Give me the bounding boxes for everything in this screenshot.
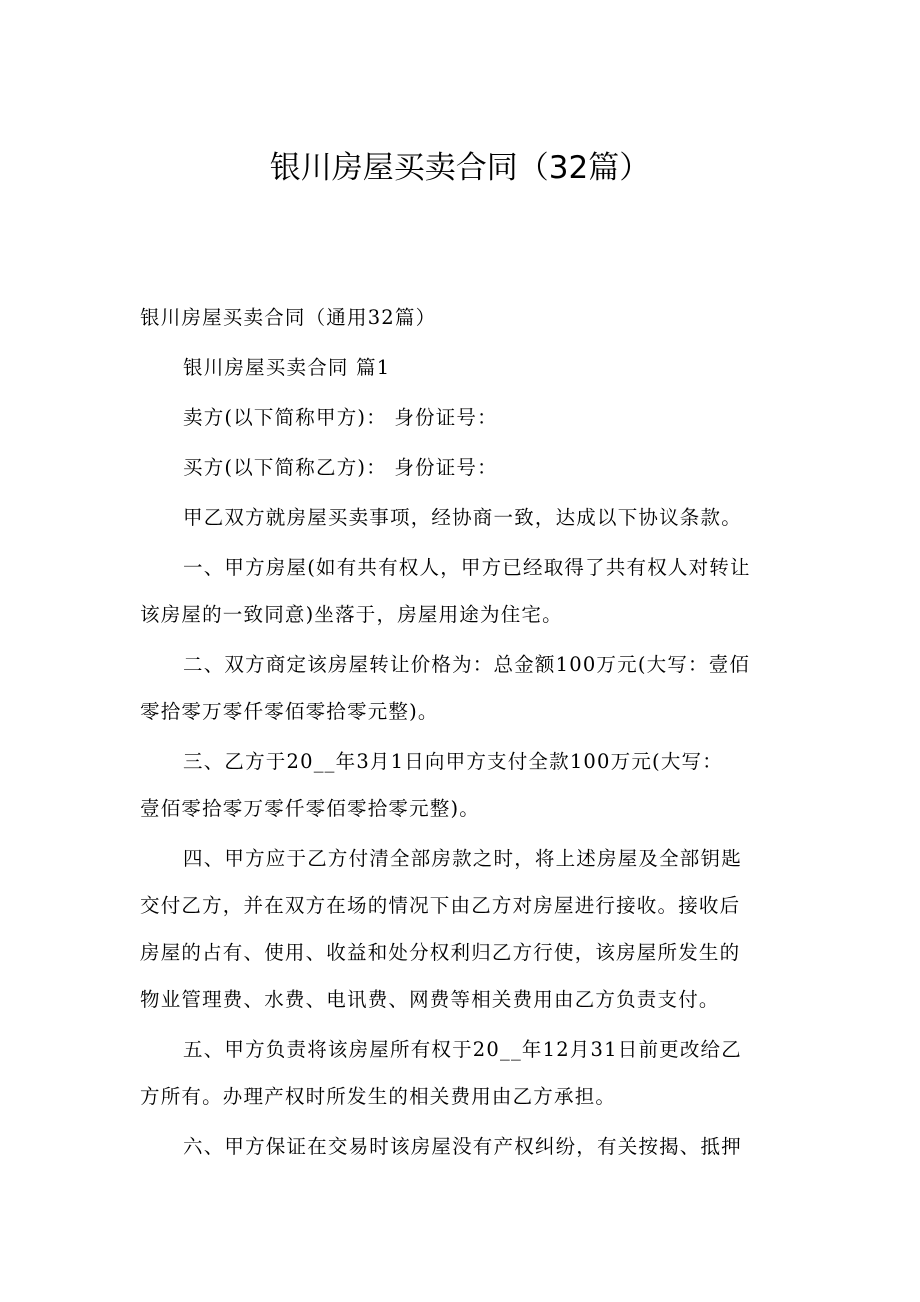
text-line: 六、甲方保证在交易时该房屋没有产权纠纷，有关按揭、抵押 [183, 1135, 742, 1158]
text-line: 银川房屋买卖合同（通用32篇） [140, 306, 437, 329]
text-line: 卖方(以下简称甲方)： 身份证号： [183, 406, 498, 429]
agreement-intro [140, 494, 780, 541]
clause-2 [140, 641, 780, 735]
clause-6 [140, 1123, 780, 1170]
document-title: 银川房屋买卖合同（32篇） [269, 150, 651, 186]
text-line: 物业管理费、水费、电讯费、网费等相关费用由乙方负责支付。 [140, 988, 720, 1011]
text-line: 零拾零万零仟零佰零拾零元整)。 [140, 700, 439, 723]
clause-3 [140, 738, 780, 832]
text-line: 银川房屋买卖合同 篇1 [183, 356, 391, 379]
text-line: 一、甲方房屋(如有共有权人，甲方已经取得了共有权人对转让 [183, 556, 751, 579]
text-line: 二、双方商定该房屋转让价格为：总金额100万元(大写：壹佰 [183, 653, 751, 676]
text-line: 三、乙方于20__年3月1日向甲方支付全款100万元(大写： [183, 750, 723, 773]
clause-4 [140, 835, 780, 1023]
text-line: 方所有。办理产权时所发生的相关费用由乙方承担。 [140, 1085, 617, 1108]
seller-line [140, 394, 780, 441]
text-line: 壹佰零拾零万零仟零佰零拾零元整)。 [140, 797, 481, 820]
text-line: 四、甲方应于乙方付清全部房款之时，将上述房屋及全部钥匙 [183, 847, 742, 870]
text-line: 五、甲方负责将该房屋所有权于20__年12月31日前更改给乙 [183, 1038, 742, 1061]
clause-1 [140, 544, 780, 638]
subtitle-line [140, 294, 780, 341]
clause-5 [140, 1026, 780, 1120]
text-line: 交付乙方，并在双方在场的情况下由乙方对房屋进行接收。接收后 [140, 894, 741, 917]
text-line: 房屋的占有、使用、收益和处分权利归乙方行使，该房屋所发生的 [140, 941, 741, 964]
document-body [140, 294, 780, 1173]
text-line: 该房屋的一致同意)坐落于，房屋用途为住宅。 [140, 603, 563, 626]
text-line: 甲乙双方就房屋买卖事项，经协商一致，达成以下协议条款。 [183, 506, 742, 529]
buyer-line [140, 444, 780, 491]
text-line: 买方(以下简称乙方)： 身份证号： [183, 456, 498, 479]
section-heading [140, 344, 780, 391]
